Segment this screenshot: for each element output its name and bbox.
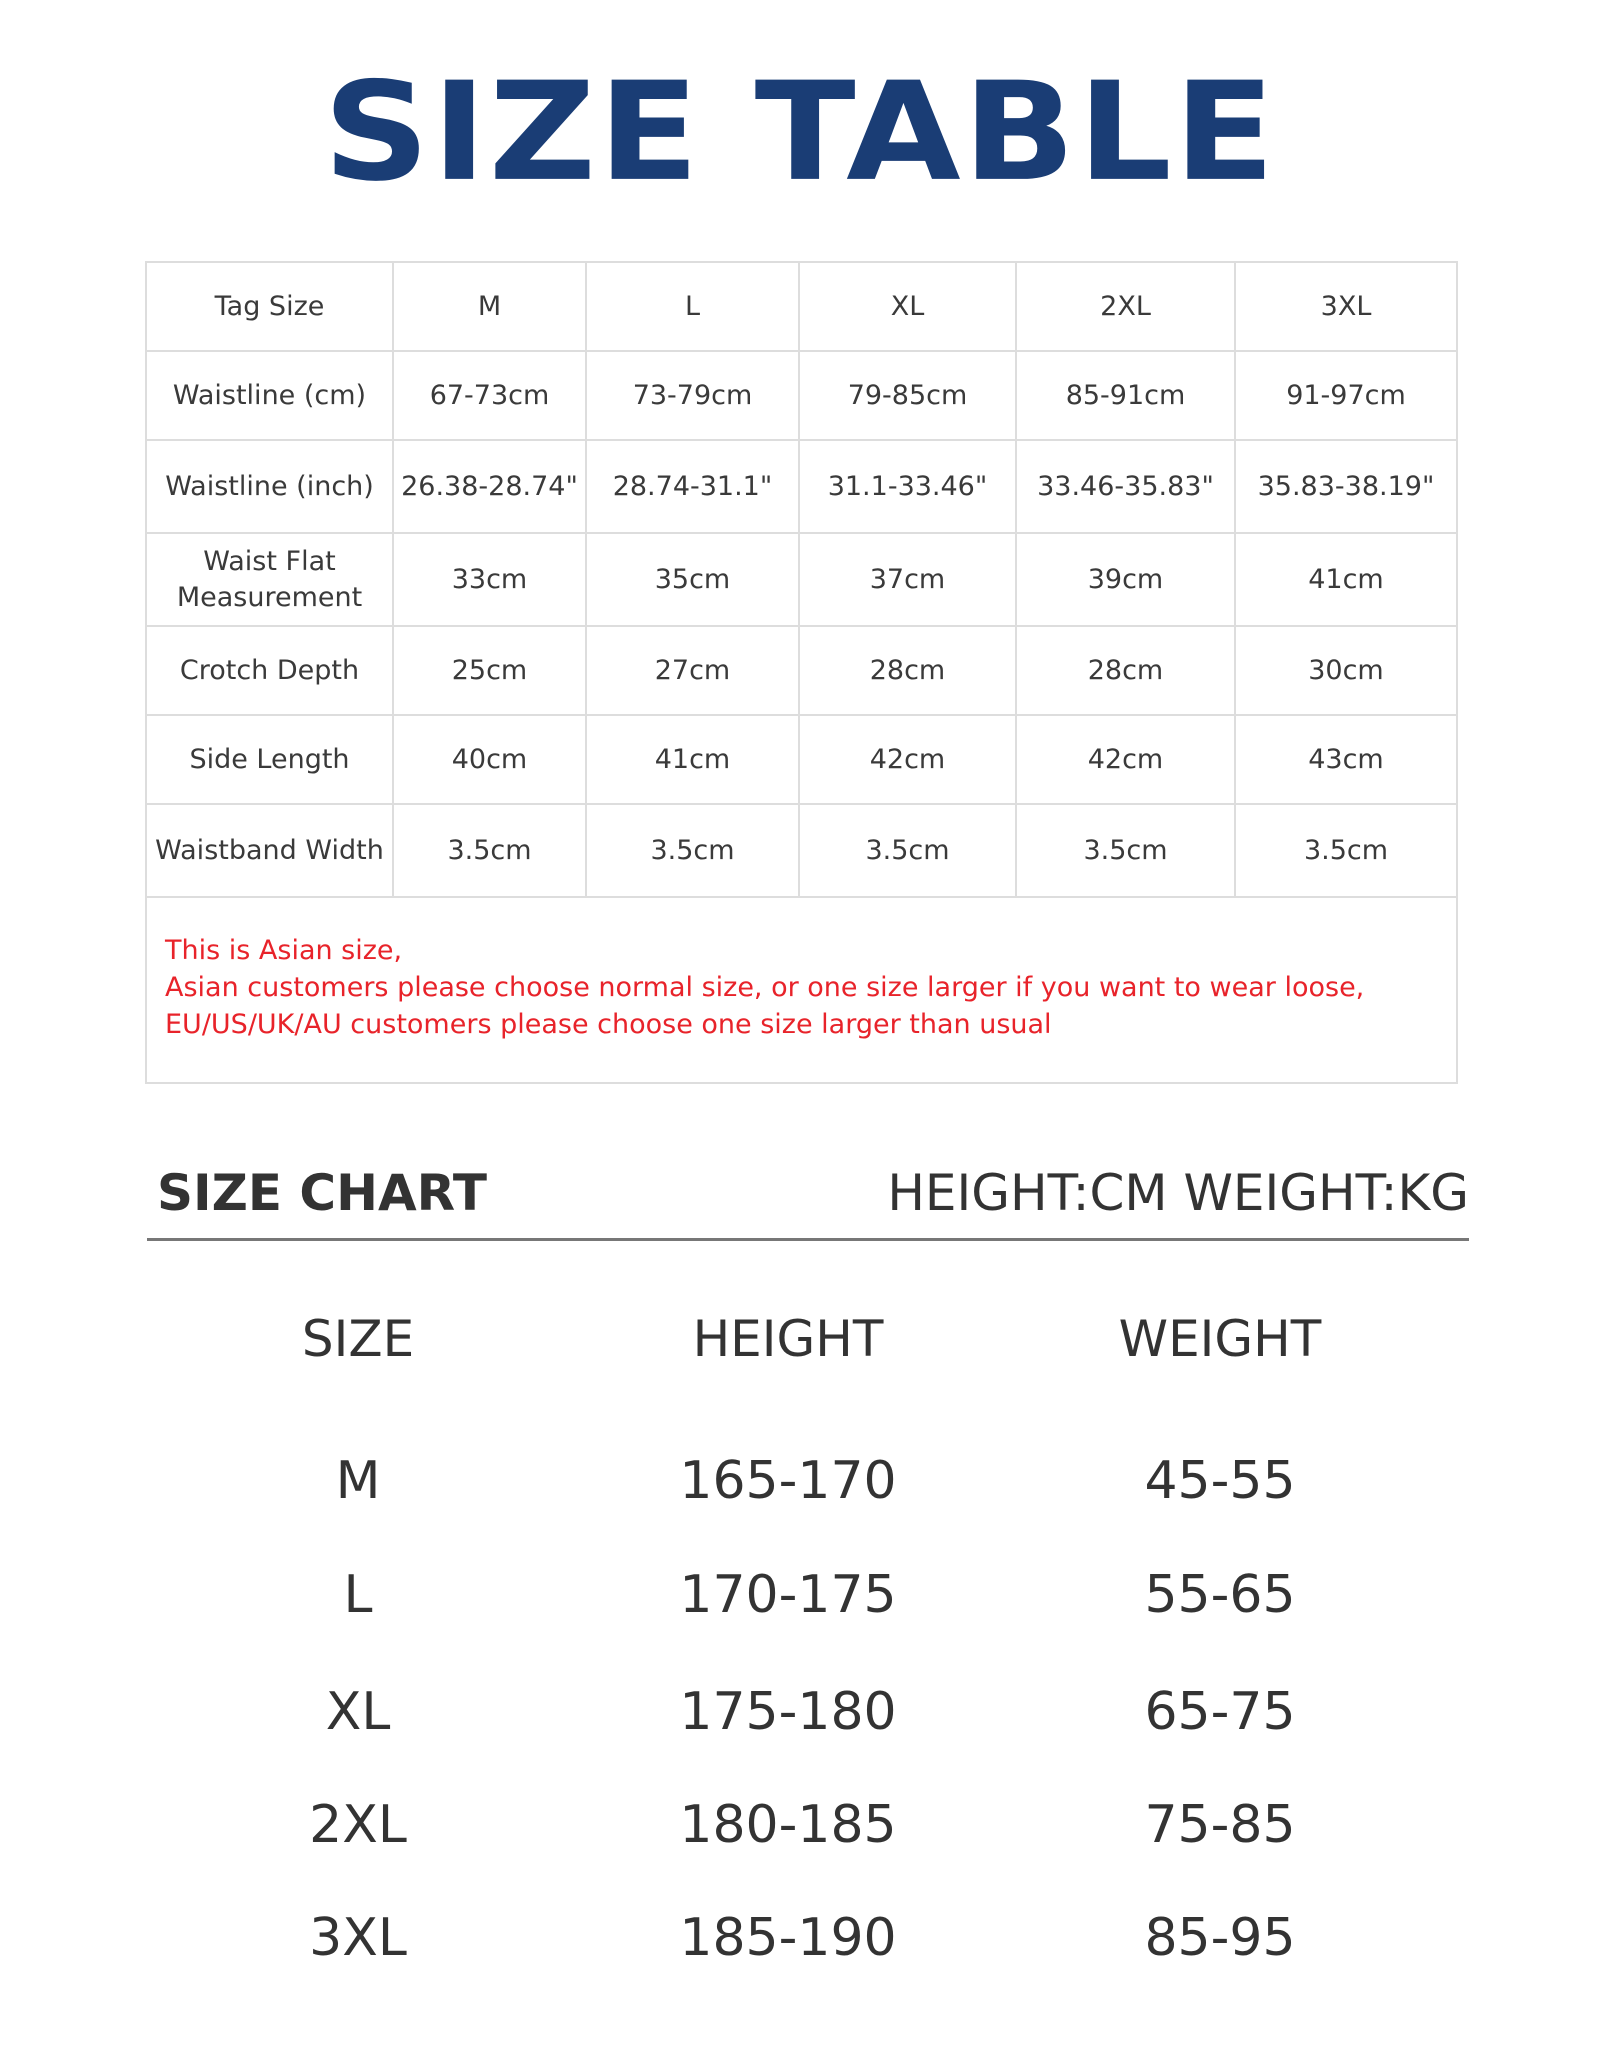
table-row [146, 440, 1457, 533]
table-cell: 25cm [393, 626, 586, 715]
header-cell: 3XL [1235, 262, 1457, 351]
table-row [146, 626, 1457, 715]
table-row [146, 351, 1457, 440]
size-chart-title: SIZE CHART [157, 1164, 488, 1222]
table-cell: 31.1-33.46" [799, 440, 1016, 533]
table-cell: 41cm [586, 715, 799, 804]
header-cell: Tag Size [146, 262, 393, 351]
table-cell: 3.5cm [1016, 804, 1235, 897]
table-row [146, 715, 1457, 804]
height-cell: 175-180 [679, 1682, 897, 1742]
table-cell: 41cm [1235, 533, 1457, 626]
row-label: Waistband Width [146, 804, 393, 897]
header-cell: 2XL [1016, 262, 1235, 351]
row-label: Waistline (inch) [146, 440, 393, 533]
size-chart-units: HEIGHT:CM WEIGHT:KG [887, 1164, 1469, 1222]
row-label: Side Length [146, 715, 393, 804]
table-cell: 42cm [799, 715, 1016, 804]
weight-cell: 45-55 [1144, 1451, 1296, 1511]
table-cell: 39cm [1016, 533, 1235, 626]
table-cell: 30cm [1235, 626, 1457, 715]
height-cell: 170-175 [679, 1565, 897, 1625]
row-label: Crotch Depth [146, 626, 393, 715]
table-cell: 91-97cm [1235, 351, 1457, 440]
page-title: SIZE TABLE [323, 52, 1277, 212]
height-cell: 185-190 [679, 1908, 897, 1968]
table-cell: 28cm [799, 626, 1016, 715]
weight-cell: 65-75 [1144, 1682, 1296, 1742]
table-cell: 67-73cm [393, 351, 586, 440]
size-cell: L [343, 1565, 373, 1625]
row-label: Waistline (cm) [146, 351, 393, 440]
table-row [146, 804, 1457, 897]
column-header-size: SIZE [301, 1310, 415, 1368]
table-cell: 37cm [799, 533, 1016, 626]
table-cell: 40cm [393, 715, 586, 804]
table-cell: 85-91cm [1016, 351, 1235, 440]
size-cell: M [335, 1451, 381, 1511]
table-cell: 28cm [1016, 626, 1235, 715]
header-cell: M [393, 262, 586, 351]
note-line: EU/US/UK/AU customers please choose one size larger than usual [165, 1009, 1052, 1040]
table-cell: 28.74-31.1" [586, 440, 799, 533]
note-line: This is Asian size, [165, 935, 403, 966]
note-line: Asian customers please choose normal size, or one size larger if you want to wear loose, [165, 972, 1365, 1003]
size-cell: 3XL [309, 1908, 407, 1968]
column-header-height: HEIGHT [692, 1310, 884, 1368]
table-cell: 35cm [586, 533, 799, 626]
weight-cell: 85-95 [1144, 1908, 1296, 1968]
size-cell: 2XL [309, 1795, 407, 1855]
height-cell: 180-185 [679, 1795, 897, 1855]
table-cell: 3.5cm [1235, 804, 1457, 897]
size-cell: XL [325, 1682, 391, 1742]
table-row [146, 533, 1457, 626]
size-chart-header [147, 1158, 1469, 1241]
weight-cell: 75-85 [1144, 1795, 1296, 1855]
table-cell: 42cm [1016, 715, 1235, 804]
size-note [146, 897, 1457, 1083]
row-label: Waist Flat Measurement [146, 533, 393, 626]
size-table [145, 261, 1458, 1084]
size-note-row [146, 897, 1457, 1083]
table-cell: 26.38-28.74" [393, 440, 586, 533]
table-cell: 35.83-38.19" [1235, 440, 1457, 533]
table-cell: 43cm [1235, 715, 1457, 804]
table-header-row [146, 262, 1457, 351]
header-cell: XL [799, 262, 1016, 351]
table-cell: 3.5cm [799, 804, 1016, 897]
height-cell: 165-170 [679, 1451, 897, 1511]
table-cell: 73-79cm [586, 351, 799, 440]
table-cell: 33.46-35.83" [1016, 440, 1235, 533]
weight-cell: 55-65 [1144, 1565, 1296, 1625]
header-cell: L [586, 262, 799, 351]
table-cell: 3.5cm [393, 804, 586, 897]
column-header-weight: WEIGHT [1118, 1310, 1322, 1368]
table-cell: 3.5cm [586, 804, 799, 897]
table-cell: 79-85cm [799, 351, 1016, 440]
table-cell: 33cm [393, 533, 586, 626]
table-cell: 27cm [586, 626, 799, 715]
